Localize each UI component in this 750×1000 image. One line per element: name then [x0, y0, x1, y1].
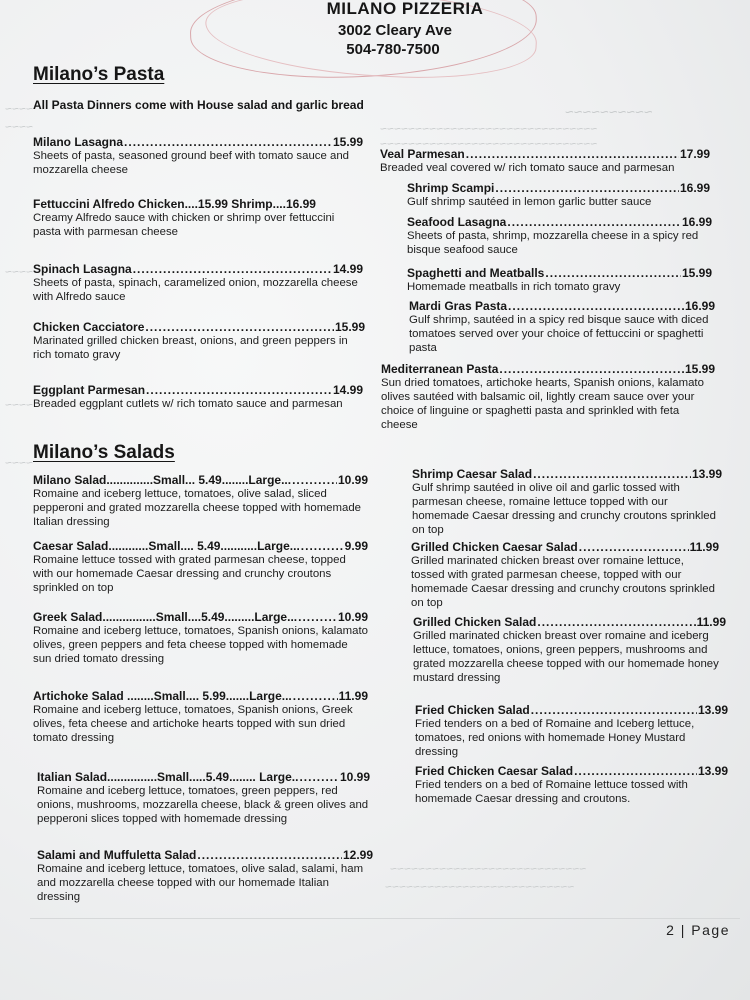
item-description: Gulf shrimp, sautéed in a spicy red bisque sauce with diced tomatoes served over your choice of fettuccini or spaghetti pasta — [409, 314, 709, 354]
item-name: Eggplant Parmesan — [33, 383, 146, 397]
item-description: Grilled marinated chicken breast over romaine and iceberg lettuce, tomatoes, onions, green peppers, mushrooms and grated mozzarella cheese topped with our homemade honey mustard dressing — [413, 630, 719, 684]
restaurant-phone: 504-780-7500 — [346, 41, 440, 58]
bleed-through-decoration: ~~~~ — [5, 456, 34, 470]
item-price: 10.99 — [337, 473, 368, 487]
item-price: 16.99 — [285, 197, 316, 211]
item-name: Salami and Muffuletta Salad — [37, 848, 197, 862]
item-price: 13.99 — [697, 703, 728, 717]
menu-item — [33, 473, 368, 529]
bleed-through-decoration: ~~~~~~~~~~~~~~~~~~~~~~~~~~~~ — [390, 862, 587, 876]
item-name: Mediterranean Pasta — [381, 362, 499, 376]
item-description: Romaine and iceberg lettuce, tomatoes, olive salad, salami, ham and mozzarella cheese topped with our homemade Italian dressing — [37, 863, 364, 903]
menu-item — [33, 539, 368, 595]
item-name: Grilled Chicken Caesar Salad — [411, 540, 578, 554]
item-price: 13.99 — [697, 764, 728, 778]
menu-item — [33, 262, 363, 304]
item-name: Milano Salad..............Small... 5.49........Large... — [33, 473, 292, 487]
item-name: Artichoke Salad ........Small.... 5.99.......Large... — [33, 689, 292, 703]
item-description: Romaine lettuce tossed with grated parmesan cheese, topped with our homemade Caesar dressing and crunchy croutons sprinkled on top — [33, 554, 346, 594]
item-name: Shrimp Scampi — [407, 181, 495, 195]
item-price: 10.99 — [337, 610, 368, 624]
menu-item — [407, 215, 712, 257]
item-description: Creamy Alfredo sauce with chicken or shrimp over fettuccini pasta with parmesan cheese — [33, 212, 335, 238]
item-price: 16.99 — [681, 215, 712, 229]
item-description: Sheets of pasta, spinach, caramelized onion, mozzarella cheese with Alfredo sauce — [33, 277, 358, 303]
item-description: Gulf shrimp sautéed in lemon garlic butter sauce — [407, 196, 652, 208]
item-name: Chicken Cacciatore — [33, 320, 145, 334]
menu-item — [409, 299, 715, 355]
footer-divider — [30, 918, 740, 919]
item-name: Spaghetti and Meatballs — [407, 266, 545, 280]
item-description: Fried tenders on a bed of Romaine and Iceberg lettuce, tomatoes, red onions with homemade Honey Mustard dressing — [415, 718, 695, 758]
pasta-intro: All Pasta Dinners come with House salad and garlic bread — [33, 98, 364, 112]
item-price: 16.99 — [679, 181, 710, 195]
item-price: 11.99 — [338, 689, 368, 703]
salads-section-title: Milano’s Salads — [33, 442, 175, 463]
item-name: Italian Salad...............Small.....5.49........ Large.. — [37, 770, 299, 784]
item-description: Sheets of pasta, shrimp, mozzarella cheese in a spicy red bisque seafood sauce — [407, 230, 699, 256]
bleed-through-decoration: ~~~~ — [5, 265, 34, 279]
item-price: 13.99 — [691, 467, 722, 481]
item-name: Spinach Lasagna — [33, 262, 132, 276]
item-price: 10.99 — [339, 770, 370, 784]
restaurant-address: 3002 Cleary Ave — [338, 22, 452, 39]
item-description: Romaine and iceberg lettuce, tomatoes, Spanish onions, kalamato olives, green peppers and feta cheese topped with homemade sun dried tomato dressing — [33, 625, 368, 665]
item-name: Fried Chicken Caesar Salad — [415, 764, 574, 778]
item-description: Romaine and iceberg lettuce, tomatoes, Spanish onions, Greek olives, feta cheese and artichoke hearts topped with sun dried tomato dressing — [33, 704, 353, 744]
item-price: 11.99 — [696, 615, 726, 629]
item-name: Milano Lasagna — [33, 135, 124, 149]
item-name: Fried Chicken Salad — [415, 703, 530, 717]
item-price: 15.99 — [332, 135, 363, 149]
menu-item — [33, 197, 363, 239]
menu-item — [415, 703, 728, 759]
bleed-through-decoration: ~~~~~~~~~~~~~~~~~~~~~~~~~~~~~~~ — [380, 137, 598, 151]
menu-item — [415, 764, 728, 806]
bleed-through-decoration: ~~~~ — [5, 398, 34, 412]
menu-item — [411, 540, 719, 610]
item-name: Greek Salad................Small....5.49.........Large... — [33, 610, 298, 624]
item-price: 15.99 — [684, 362, 715, 376]
menu-item — [33, 610, 368, 666]
item-description: Gulf shrimp sautéed in olive oil and garlic tossed with parmesan cheese, romaine lettuce topped with our homemade Caesar dressing and crunchy croutons sprinkled on top — [412, 482, 716, 536]
bleed-through-decoration: ~~~~ — [5, 102, 34, 116]
item-price: 14.99 — [332, 383, 363, 397]
item-price: 16.99 — [684, 299, 715, 313]
item-name: Veal Parmesan — [380, 147, 465, 161]
item-price: 15.99 — [334, 320, 365, 334]
item-description: Sun dried tomatoes, artichoke hearts, Spanish onions, kalamato olives sautéed with balsamic oil, lightly cream sauce over your choice of linguine or spaghetti pasta and sprinkled with feta cheese — [381, 377, 704, 431]
item-name: Shrimp Caesar Salad — [412, 467, 533, 481]
item-name: Mardi Gras Pasta — [409, 299, 508, 313]
item-name: Grilled Chicken Salad — [413, 615, 537, 629]
page-number: 2 | Page — [666, 922, 730, 938]
bleed-through-decoration: ~~~~~~~~~~~~~~~~~~~~~~~~~~~~~~~ — [380, 122, 598, 136]
bleed-through-decoration: ~~~~~~~~~~ — [565, 104, 653, 121]
bleed-through-decoration: ~~~~ — [5, 120, 34, 134]
menu-item — [381, 362, 715, 432]
item-price: 11.99 — [689, 540, 719, 554]
item-description: Romaine and iceberg lettuce, tomatoes, olive salad, sliced pepperoni and grated mozzarella cheese topped with homemade Italian dressing — [33, 488, 362, 528]
menu-item — [412, 467, 722, 537]
bleed-through-decoration: ~~~~~~~~~~~~~~~~~~~~~~~~~~~ — [385, 880, 575, 894]
menu-item — [33, 135, 363, 177]
pasta-section-title: Milano’s Pasta — [33, 64, 165, 85]
menu-item — [33, 689, 368, 745]
item-description: Homemade meatballs in rich tomato gravy — [407, 281, 621, 293]
item-price: 15.99 — [681, 266, 712, 280]
item-price: 17.99 — [679, 147, 710, 161]
item-price: 12.99 — [342, 848, 373, 862]
item-name: Caesar Salad............Small.... 5.49...........Large... — [33, 539, 300, 553]
menu-item — [33, 383, 363, 411]
menu-item — [37, 770, 370, 826]
item-description: Grilled marinated chicken breast over romaine lettuce, tossed with grated parmesan cheese, topped with our homemade Caesar dressing and crunchy croutons sprinkled on top — [411, 555, 715, 609]
item-description: Fried tenders on a bed of Romaine lettuce tossed with homemade Caesar dressing and croutons. — [415, 779, 688, 805]
item-description: Marinated grilled chicken breast, onions, and green peppers in rich tomato gravy — [33, 335, 348, 361]
item-name: Fettuccini Alfredo Chicken....15.99 Shrimp.... — [33, 197, 286, 211]
menu-item — [380, 147, 710, 175]
item-description: Sheets of pasta, seasoned ground beef with tomato sauce and mozzarella cheese — [33, 150, 349, 176]
item-description: Breaded veal covered w/ rich tomato sauce and parmesan — [380, 162, 675, 174]
item-description: Romaine and iceberg lettuce, tomatoes, green peppers, red onions, mushrooms, mozzarella cheese, black & green olives and pepperoni slices topped with homemade dressing — [37, 785, 369, 825]
menu-item — [33, 320, 365, 362]
restaurant-name: MILANO PIZZERIA — [326, 0, 484, 18]
item-name: Seafood Lasagna — [407, 215, 507, 229]
item-description: Breaded eggplant cutlets w/ rich tomato sauce and parmesan — [33, 398, 343, 410]
menu-item — [413, 615, 726, 685]
item-price: 14.99 — [332, 262, 363, 276]
item-price: 9.99 — [344, 539, 368, 553]
menu-item — [407, 181, 710, 209]
menu-item — [37, 848, 373, 904]
menu-item — [407, 266, 712, 294]
